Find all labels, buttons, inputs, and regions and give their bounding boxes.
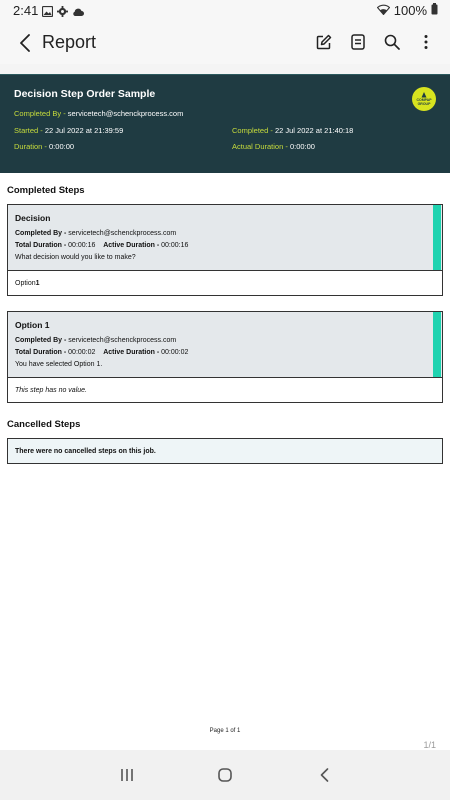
step-completed-by — [15, 335, 428, 347]
report-started — [14, 126, 123, 135]
status-bar — [0, 0, 450, 22]
step-completed-by-value: servicetech@schenckprocess.com — [68, 230, 177, 237]
more-icon — [424, 34, 428, 50]
step-result — [8, 378, 442, 402]
started-label: Started - — [14, 126, 45, 135]
recent-apps-button[interactable] — [115, 764, 139, 786]
completed-label: Completed - — [232, 126, 275, 135]
search-icon — [384, 34, 400, 50]
report-actual-duration — [232, 142, 315, 151]
step-description: What decision would you like to make? — [15, 254, 136, 261]
actual-duration-value: 0:00:00 — [289, 142, 315, 151]
step-total-duration-value: 00:00:02 — [68, 349, 96, 356]
back-button[interactable] — [14, 31, 36, 55]
step-total-duration-value: 00:00:16 — [68, 242, 96, 249]
back-nav-button[interactable] — [312, 764, 336, 786]
completed-value: 22 Jul 2022 at 21:40:18 — [274, 126, 354, 135]
status-time: 2:41 — [13, 3, 39, 18]
logo-text-1: COMPAP — [416, 98, 432, 102]
status-icons-left — [42, 4, 84, 22]
step-completed-by-value: servicetech@schenckprocess.com — [68, 337, 177, 344]
duration-label: Duration - — [14, 142, 50, 151]
page-number: Page 1 of 1 — [209, 728, 241, 734]
logo-text-2: GROUP — [417, 102, 431, 106]
step-active-duration-value: 00:00:02 — [161, 349, 189, 356]
page-counter: 1/1 — [423, 740, 436, 750]
report-completed — [232, 126, 353, 135]
completed-by-value: servicetech@schenckprocess.com — [67, 109, 184, 118]
app-bar — [0, 22, 450, 64]
settings-icon — [57, 4, 68, 22]
step-active-duration-label: Active Duration - — [103, 349, 162, 356]
step-result-prefix: Option — [15, 279, 36, 287]
step-name: Decision — [15, 213, 51, 223]
back-arrow-icon — [19, 34, 31, 52]
step-completed-by — [15, 228, 428, 240]
completed-steps-title: Completed Steps — [7, 185, 85, 196]
step-completed-by-label: Completed By - — [15, 230, 69, 237]
step-name: Option 1 — [15, 320, 50, 330]
step-result-value: 1 — [35, 279, 40, 287]
step-description: You have selected Option 1. — [15, 361, 103, 368]
cancelled-steps-message — [7, 438, 443, 464]
wifi-icon — [377, 3, 390, 18]
report-duration — [14, 142, 74, 151]
edit-icon — [316, 34, 332, 50]
recent-apps-icon — [120, 768, 134, 782]
step-total-duration-label: Total Duration - — [15, 242, 69, 249]
status-icons-right — [377, 3, 438, 18]
battery-percent: 100% — [393, 3, 427, 18]
edit-button[interactable] — [314, 31, 334, 53]
actual-duration-label: Actual Duration - — [232, 142, 290, 151]
step-total-duration-label: Total Duration - — [15, 349, 69, 356]
duration-value: 0:00:00 — [49, 142, 75, 151]
step-durations — [15, 347, 428, 359]
home-icon — [218, 768, 232, 782]
cloud-icon — [72, 4, 84, 22]
step-card-decision — [7, 204, 443, 296]
report-title: Decision Step Order Sample — [14, 88, 156, 100]
started-value: 22 Jul 2022 at 21:39:59 — [44, 126, 124, 135]
app-actions — [314, 31, 436, 53]
document-button[interactable] — [348, 31, 368, 53]
step-summary — [8, 205, 442, 271]
step-durations — [15, 240, 428, 252]
report-header — [0, 74, 450, 173]
step-result-text: This step has no value. — [15, 386, 87, 394]
step-status-bar — [433, 205, 441, 270]
report-document[interactable] — [0, 74, 450, 750]
step-card-option-1 — [7, 311, 443, 403]
step-completed-by-label: Completed By - — [15, 337, 69, 344]
cancelled-steps-text: There were no cancelled steps on this job. — [15, 447, 156, 455]
cancelled-steps-title: Cancelled Steps — [7, 419, 81, 430]
more-options-button[interactable] — [416, 31, 436, 53]
home-button[interactable] — [213, 764, 237, 786]
document-icon — [351, 34, 365, 50]
search-button[interactable] — [382, 31, 402, 53]
back-nav-icon — [320, 768, 329, 782]
step-active-duration-value: 00:00:16 — [161, 242, 189, 249]
image-icon — [42, 4, 53, 22]
step-active-duration-label: Active Duration - — [103, 242, 162, 249]
page-title: Report — [42, 32, 97, 52]
step-summary — [8, 312, 442, 378]
report-completed-by — [14, 109, 183, 118]
step-status-bar — [433, 312, 441, 377]
company-logo — [412, 87, 436, 111]
battery-icon — [431, 3, 438, 18]
navigation-bar — [0, 750, 450, 800]
step-result — [8, 271, 442, 295]
completed-by-label: Completed By - — [14, 109, 68, 118]
